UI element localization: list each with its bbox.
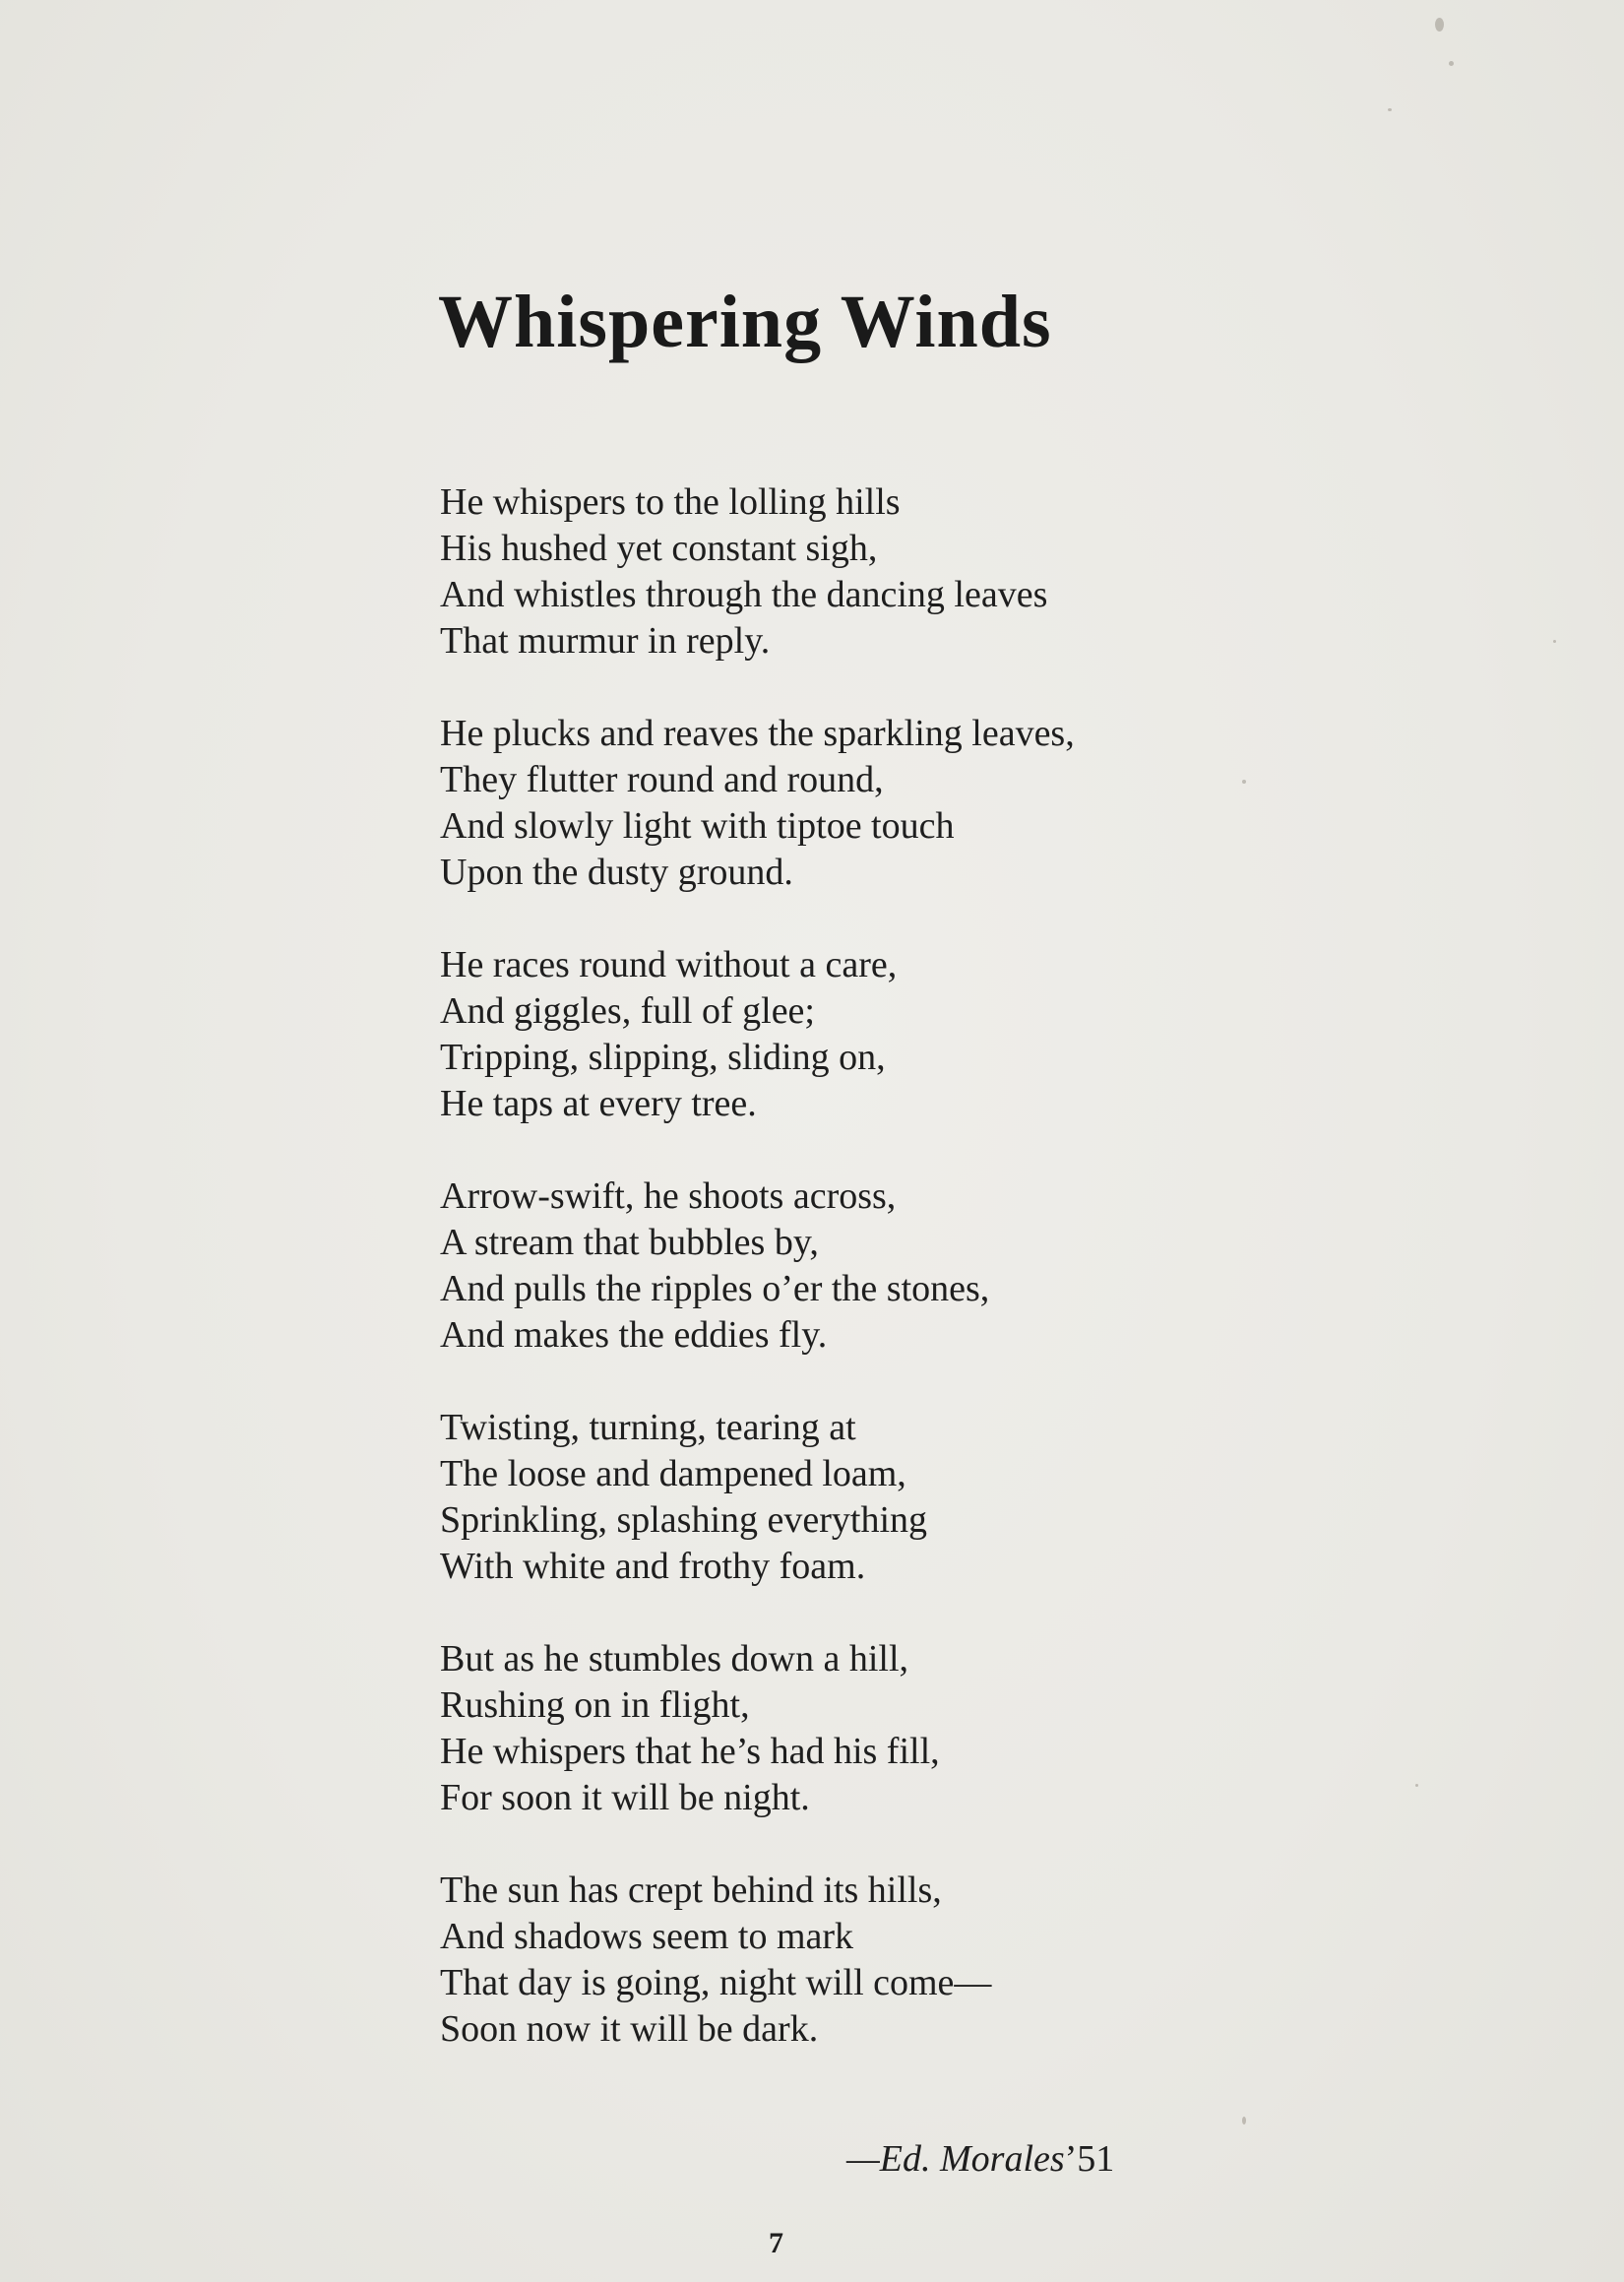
poem-line: With white and frothy foam. bbox=[440, 1546, 866, 1587]
class-year: ’51 bbox=[1064, 2138, 1115, 2180]
poem-line: And giggles, full of glee; bbox=[440, 990, 815, 1032]
poem-line: He taps at every tree. bbox=[440, 1083, 757, 1124]
poem-line: Tripping, slipping, sliding on, bbox=[440, 1037, 886, 1078]
stanza-7 bbox=[440, 1868, 1326, 2053]
poem-line: The sun has crept behind its hills, bbox=[440, 1870, 942, 1911]
stanza-6 bbox=[440, 1636, 1326, 1821]
poem-line: Twisting, turning, tearing at bbox=[440, 1407, 856, 1448]
poem-line: But as he stumbles down a hill, bbox=[440, 1638, 909, 1680]
poem-line: He whispers to the lolling hills bbox=[440, 481, 901, 523]
poem-line: And slowly light with tiptoe touch bbox=[440, 805, 955, 847]
poem-line: And makes the eddies fly. bbox=[440, 1314, 828, 1356]
poem-line: A stream that bubbles by, bbox=[440, 1222, 819, 1263]
paper-speck bbox=[1553, 640, 1556, 643]
poem-line: He races round without a care, bbox=[440, 944, 898, 985]
poem-title: Whispering Winds bbox=[438, 281, 1052, 363]
poem-line: That day is going, night will come— bbox=[440, 1962, 992, 2003]
poem-line: He whispers that he’s had his fill, bbox=[440, 1731, 940, 1772]
paper-speck bbox=[1242, 2117, 1246, 2124]
poem-line: They flutter round and round, bbox=[440, 759, 884, 800]
poem-line: Upon the dusty ground. bbox=[440, 852, 793, 893]
poem-line: Soon now it will be dark. bbox=[440, 2008, 819, 2050]
poem-line: And whistles through the dancing leaves bbox=[440, 574, 1048, 615]
poem-attribution bbox=[846, 2136, 1114, 2183]
stanza-5 bbox=[440, 1405, 1326, 1590]
page-number: 7 bbox=[769, 2227, 783, 2259]
poem-body bbox=[440, 479, 1326, 2099]
poem-line: He plucks and reaves the sparkling leaves, bbox=[440, 713, 1075, 754]
poem-line: Arrow-swift, he shoots across, bbox=[440, 1175, 897, 1217]
paper-speck bbox=[1449, 61, 1454, 66]
paper-speck bbox=[1388, 108, 1392, 111]
paper-speck bbox=[1415, 1784, 1418, 1787]
stanza-2 bbox=[440, 711, 1326, 896]
paper-speck bbox=[1435, 18, 1444, 32]
author-name: —Ed. Morales bbox=[846, 2138, 1065, 2180]
poem-line: And shadows seem to mark bbox=[440, 1916, 854, 1957]
stanza-4 bbox=[440, 1173, 1326, 1359]
stanza-1 bbox=[440, 479, 1326, 665]
poem-line: Sprinkling, splashing everything bbox=[440, 1499, 928, 1541]
poem-line: And pulls the ripples o’er the stones, bbox=[440, 1268, 990, 1309]
poem-line: For soon it will be night. bbox=[440, 1777, 810, 1818]
poem-line: The loose and dampened loam, bbox=[440, 1453, 906, 1494]
poem-line: His hushed yet constant sigh, bbox=[440, 528, 878, 569]
poem-line: That murmur in reply. bbox=[440, 620, 771, 662]
poem-line: Rushing on in flight, bbox=[440, 1684, 750, 1726]
stanza-3 bbox=[440, 942, 1326, 1127]
